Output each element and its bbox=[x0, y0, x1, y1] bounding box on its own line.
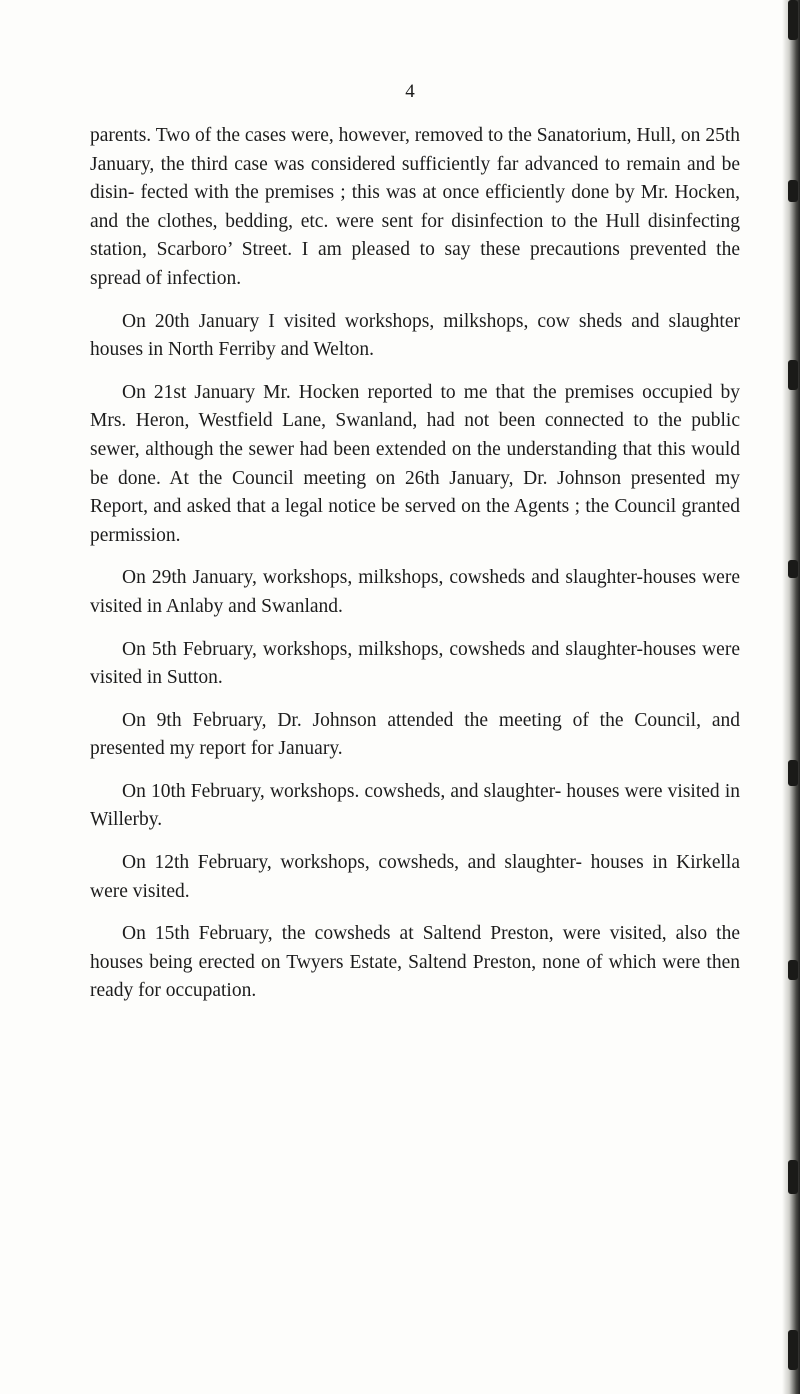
binding-edge-mark bbox=[788, 1160, 798, 1194]
binding-edge-mark bbox=[788, 560, 798, 578]
binding-edge-mark bbox=[788, 960, 798, 980]
paragraph-3: On 21st January Mr. Hocken reported to me that the premises occupied by Mrs. Heron, Westfield Lane, Swanland, had not been connected to the public sewer, although the sewer had been extended on the understanding that this would be done. At the Council meeting on 26th January, Dr. Johnson presented my Report, and asked that a legal notice be served on the Agents ; the Council granted permission. bbox=[90, 381, 740, 546]
paragraph-4: On 29th January, workshops, milkshops, cowsheds and slaughter-houses were visited in Anlaby and Swanland. bbox=[90, 567, 740, 617]
paragraph-2: On 20th January I visited workshops, milkshops, cow sheds and slaughter houses in North Ferriby and Welton. bbox=[90, 310, 740, 361]
paragraph-8: On 12th February, workshops, cowsheds, and slaughter- houses in Kirkella were visited. bbox=[90, 852, 740, 902]
binding-edge-mark bbox=[788, 1330, 798, 1370]
paragraph-6: On 9th February, Dr. Johnson attended the meeting of the Council, and presented my report for January. bbox=[90, 709, 740, 760]
body-text bbox=[90, 122, 740, 1020]
paragraph-1: parents. Two of the cases were, however, removed to the Sanatorium, Hull, on 25th January, the third case was considered sufficiently far advanced to remain and be disin- fected with the premises ; this was at once efficiently done by Mr. Hocken, and the clothes, bedding, etc. were sent for disinfection to the Hull disinfecting station, Scarboro’ Street. I am pleased to say these precautions prevented the spread of infection. bbox=[90, 125, 740, 289]
page-number: 4 bbox=[405, 81, 415, 102]
binding-edge-mark bbox=[788, 360, 798, 390]
binding-edge-mark bbox=[788, 0, 798, 40]
paragraph-9: On 15th February, the cowsheds at Saltend Preston, were visited, also the houses being erected on Twyers Estate, Saltend Preston, none of which were then ready for occupation. bbox=[90, 923, 740, 1002]
paragraph-5: On 5th February, workshops, milkshops, cowsheds and slaughter-houses were visited in Sutton. bbox=[90, 638, 740, 689]
binding-edge-mark bbox=[788, 180, 798, 202]
paragraph-7: On 10th February, workshops. cowsheds, and slaughter- houses were visited in Willerby. bbox=[90, 780, 740, 831]
binding-edge-mark bbox=[788, 760, 798, 786]
